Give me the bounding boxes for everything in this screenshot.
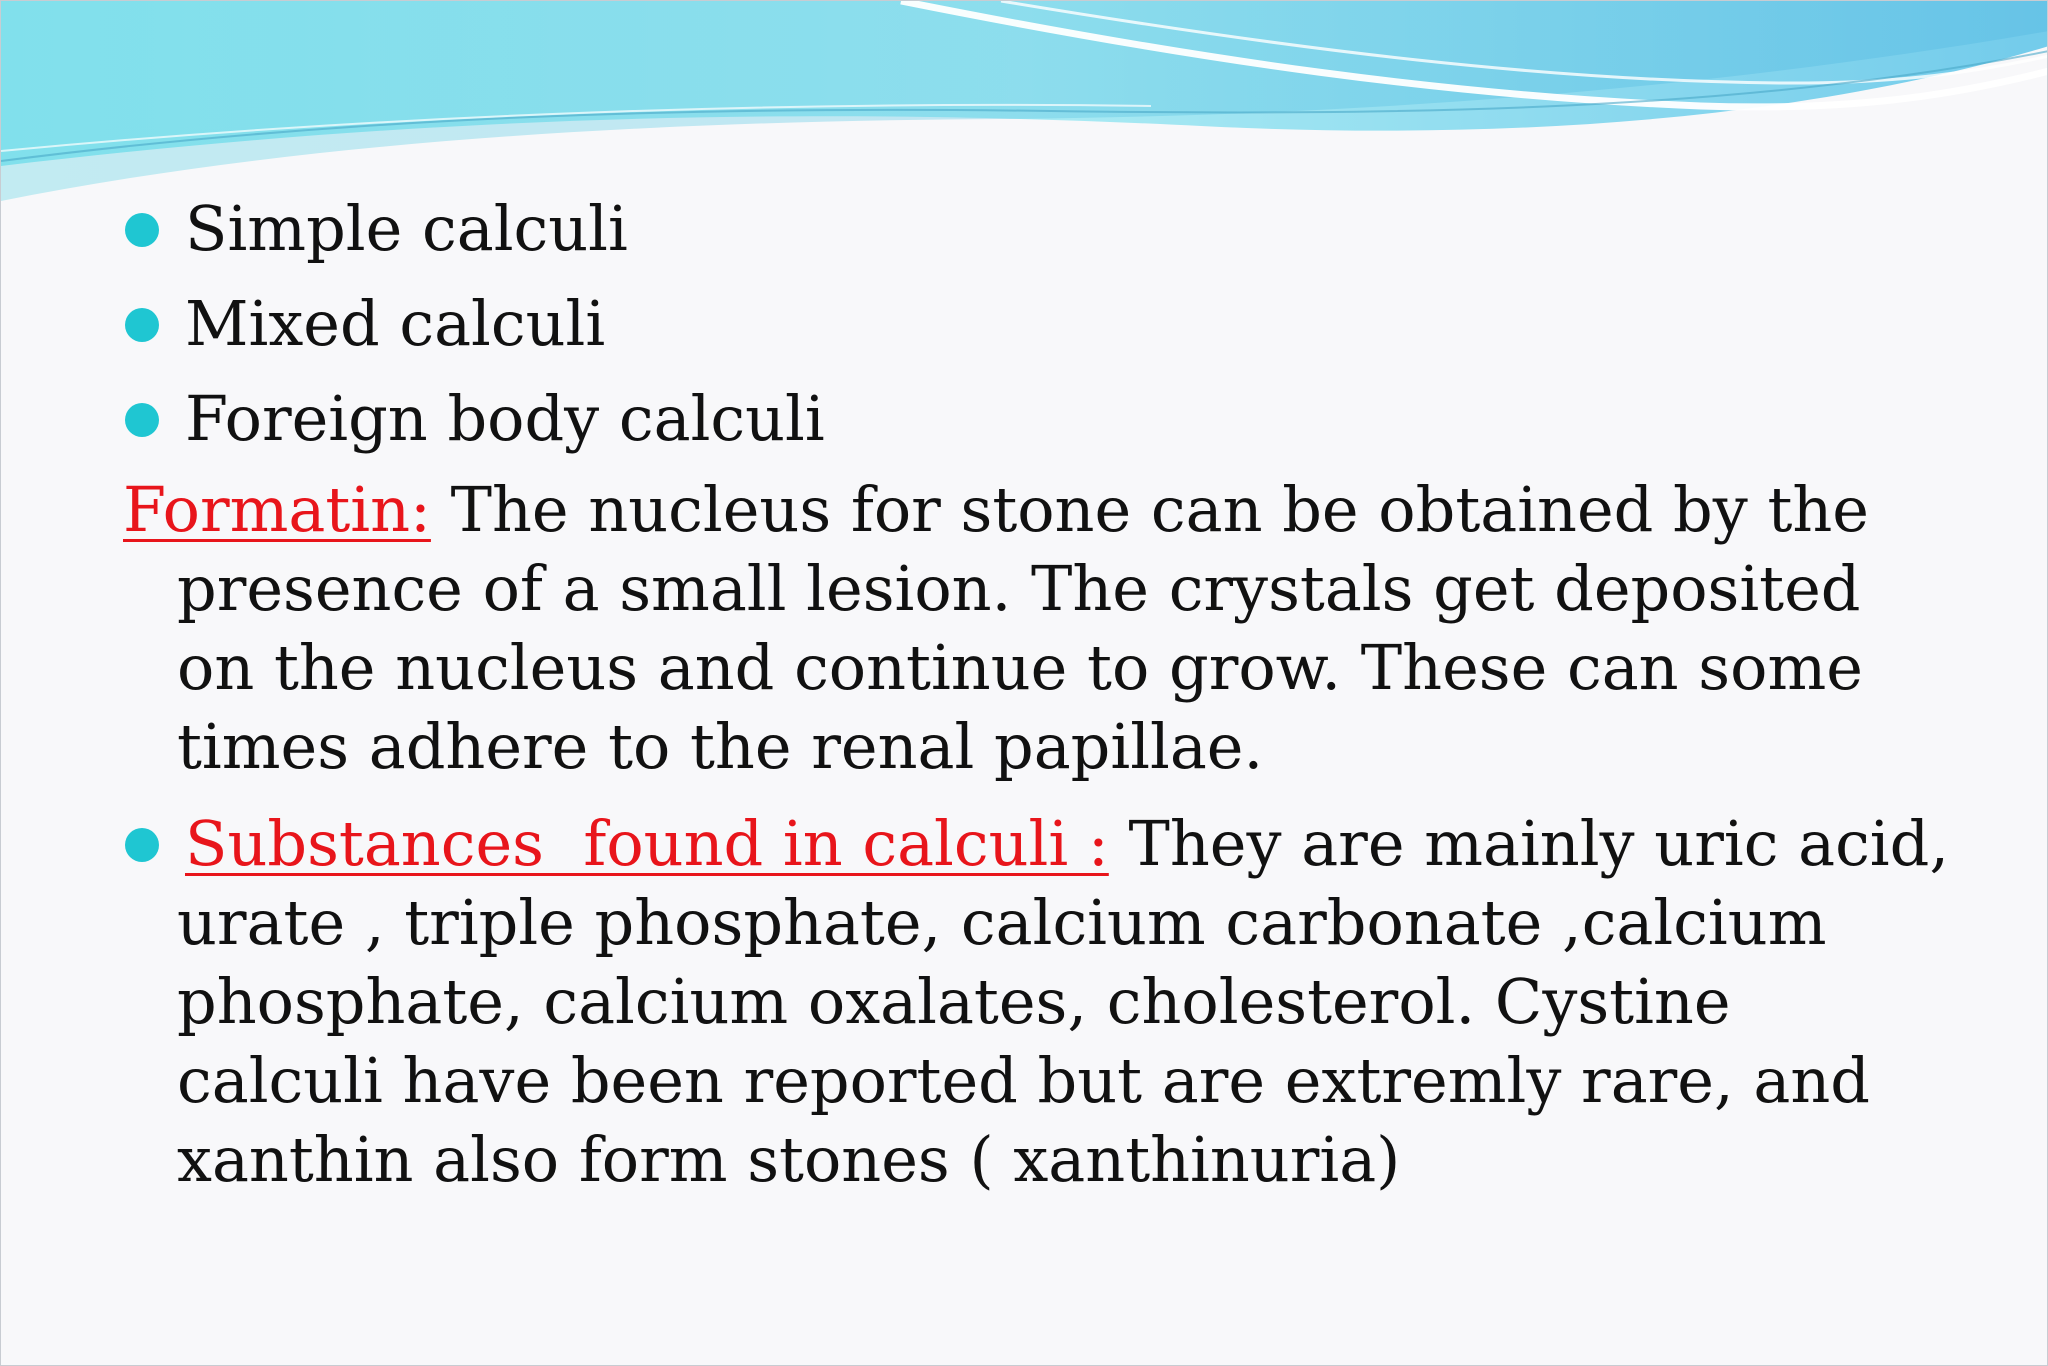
bullet-dot-icon xyxy=(125,308,159,342)
slide-body xyxy=(123,189,1953,1199)
formation-body: The nucleus for stone can be obtained by the presence of a small lesion. The crystals get deposited on the nucleus and continue to grow. These can some times adhere to the renal papillae. xyxy=(177,473,1870,783)
substances-heading: Substances found in calculi : xyxy=(185,807,1109,880)
bullet-item xyxy=(123,189,1953,268)
bullet-text: Foreign body calculi xyxy=(185,382,825,455)
formation-heading: Formatin: xyxy=(123,473,431,546)
bullet-text: Mixed calculi xyxy=(185,287,606,360)
bullet-dot-icon xyxy=(125,828,159,862)
bullet-dot-icon xyxy=(125,213,159,247)
bullet-item xyxy=(123,284,1953,363)
bullet-text: Simple calculi xyxy=(185,192,628,265)
substances-body: They are mainly uric acid, urate , triple phosphate, calcium carbonate ,calcium phosphate, calcium oxalates, cholesterol. Cystine calculi have been reported but are extremly rare, and xanthin also form stones ( xanthinuria) xyxy=(177,807,1950,1196)
formation-paragraph xyxy=(123,470,1953,786)
substances-paragraph xyxy=(123,804,1953,1199)
bullet-item xyxy=(123,379,1953,458)
bullet-dot-icon xyxy=(125,403,159,437)
